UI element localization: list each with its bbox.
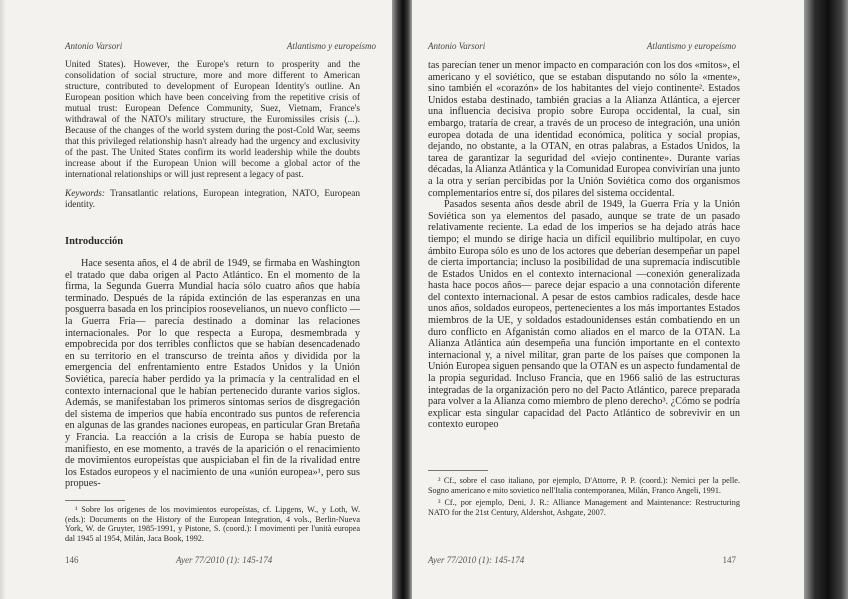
right-page [412,0,804,599]
left-footnotes [65,505,360,546]
intro-text-block [65,258,360,490]
right-text-block [428,60,740,431]
right-journal-reference: Ayer 77/2010 (1): 145-174 [428,555,525,565]
intro-paragraph: Hace sesenta años, el 4 de abril de 1949, se firmaba en Washington el tratado que daba origen al Pacto Atlántico. En el momento de la firma, la Segunda Guerra Mundial hacía sólo cuatro años que había terminado. Después de la rápida extinción de las esperanzas en una posguerra basada en los principios roosevelianos, un nuevo conflicto —la Guerra Fría— parecía destinado a dominar las relaciones internacionales. Por lo que respecta a Europa, desmembrada y empobrecida por dos terribles conflictos que se habían desencadenado en su territorio en el transcurso de treinta años y dividida por la emergencia del enfrentamiento entre Estados Unidos y la Unión Soviética, parecía haber perdido ya la primacía y la centralidad en el contexto internacional que le habían pertenecido durante varios siglos. Además, se manifestaban los primeros síntomas serios de disgregación del sistema de imperios que había encontrado sus puntos de referencia en algunas de las grandes naciones europeas, en particular Gran Bretaña y Francia. La reacción a la crisis de Europa se había puesto de manifiesto, en ese momento, a través de la aparición o el renacimiento de movimientos europeístas que auspiciaban el fin de la rivalidad entre los Estados europeos y el nacimiento de una «unión europea»¹, pero sus propues- [65,258,360,490]
right-outer-edge-shadow [804,0,848,599]
footnote-1: ¹ Sobre los orígenes de los movimientos europeístas, cf. Lipgens, W., y Loth, W. (eds.): Documents on the History of the European Integration, 4 vols., Berlin-Nueva York, W. de Gruyter, 1985-1991, y Pistone, S. (coord.): I movimenti per l'unità europea dal 1945 al 1954, Milán, Jaca Book, 1992. [65,505,360,543]
footnote-2: ² Cf., sobre el caso italiano, por ejemplo, D'Attorre, P. P. (coord.): Nemici per la pelle. Sogno americano e mito sovietico nell'Italia contemporanea, Milán, Franco Angeli, 1991. [428,476,740,495]
right-running-head-title: Atlantismo y europeísmo [646,41,736,51]
left-page-number: 146 [65,555,79,565]
right-running-head [428,41,736,51]
continuation-paragraph: tas parecían tener un menor impacto en comparación con los dos «mitos», el americano y el soviético, que se estaban disputando no sólo la «mente», sino también el «corazón» de los habitantes del viejo continente². Estados Unidos estaba destinado, también gracias a la Alianza Atlántica, a ejercer una influencia decisiva propio sobre Europa occidental, la cual, sin embargo, trataría de crear, a través de un proceso de integración, una unión europea dotada de una identidad económica, política y social propias, dejando, no obstante, a la OTAN, en otras palabras, a Estados Unidos, la tarea de garantizar la seguridad del «viejo continente». Durante varias décadas, la Alianza Atlántica y la Comunidad Europea convivirían una junto a la otra y serían percibidas por la Unión Soviética como dos organismos complementarios entre sí, dos pilares del sistema occidental. [428,60,740,199]
keywords-text: Transatlantic relations, European integration, NATO, European identity. [65,189,361,210]
right-page-number: 147 [722,555,736,565]
left-page [0,0,392,599]
abstract-paragraph: United States). However, the Europe's return to prosperity and the consolidation of social structure, more and more different to American structure, contributed to development of European Identity's outline. An European position which have been conceiving from the repetitive crisis of mutual trust: European Defence Community, Suez, Vietnam, France's withdrawal of the NATO's military structure, the Euromissiles crisis (...). Because of the changes of the world system during the post-Cold War, seems that this privileged relationship hasn't already had the urgency and exclusivity of the past. The United States confirm its world leadership while the doubts increase about if the European Union will become a global actor of the international relationships or will just represent a legacy of past. [65,60,360,180]
footnote-3: ³ Cf., por ejemplo, Deni, J. R.: Alliance Management and Maintenance: Restructuring NATO for the 21st Century, Aldershot, Ashgate, 2007. [428,498,740,517]
left-footnote-rule [65,500,125,501]
right-footnote-rule [428,470,488,471]
left-running-head-author: Antonio Varsori [65,41,123,51]
keywords-label: Keywords: [65,189,105,199]
second-paragraph: Pasados sesenta años desde abril de 1949, la Guerra Fría y la Unión Soviética son ya elementos del pasado, aunque se trate de un pasado relativamente reciente. La edad de los imperios se ha dejado atrás hace tiempo; el mundo se dirige hacia un difícil equilibrio multipolar, en cuyo ámbito Europa sólo es uno de los actores que deberían desempeñar un papel de cierta importancia; incluso la posibilidad de una supremacía indiscutible de Estados Unidos en el contexto internacional —conexión generalizada hasta hace pocos años— parece dejar espacio a una connotación diferente del contexto internacional. A pesar de estos cambios radicales, desde hace unos años, soldados europeos, pertenecientes a los más importantes Estados miembros de la UE, y soldados estadounidenses están combatiendo en un duro conflicto en Afganistán como aliados en el marco de la OTAN. La Alianza Atlántica aún desempeña una función importante en el contexto internacional y, a nivel militar, gran parte de los países que componen la Unión Europea siguen pensando que la OTAN es un aspecto fundamental de la propia seguridad. Incluso Francia, que en 1966 salió de las estructuras integradas de la organización pero no del Pacto Atlántico, parece preparada para volver a la Alianza como miembro de pleno derecho³. ¿Cómo se podría explicar esta singular capacidad del Pacto Atlántico de sobrevivir en un contexto europeo [428,199,740,431]
left-running-head [65,41,376,51]
left-running-head-title: Atlantismo y europeísmo [286,41,376,51]
keywords-line [65,189,360,211]
abstract-block [65,60,360,219]
book-gutter-shadow [392,0,412,599]
left-page-edge-shadow [0,0,6,599]
left-journal-reference: Ayer 77/2010 (1): 145-174 [176,555,273,565]
right-footnotes [428,476,740,520]
section-title-introduccion: Introducción [65,236,124,247]
right-running-head-author: Antonio Varsori [428,41,486,51]
